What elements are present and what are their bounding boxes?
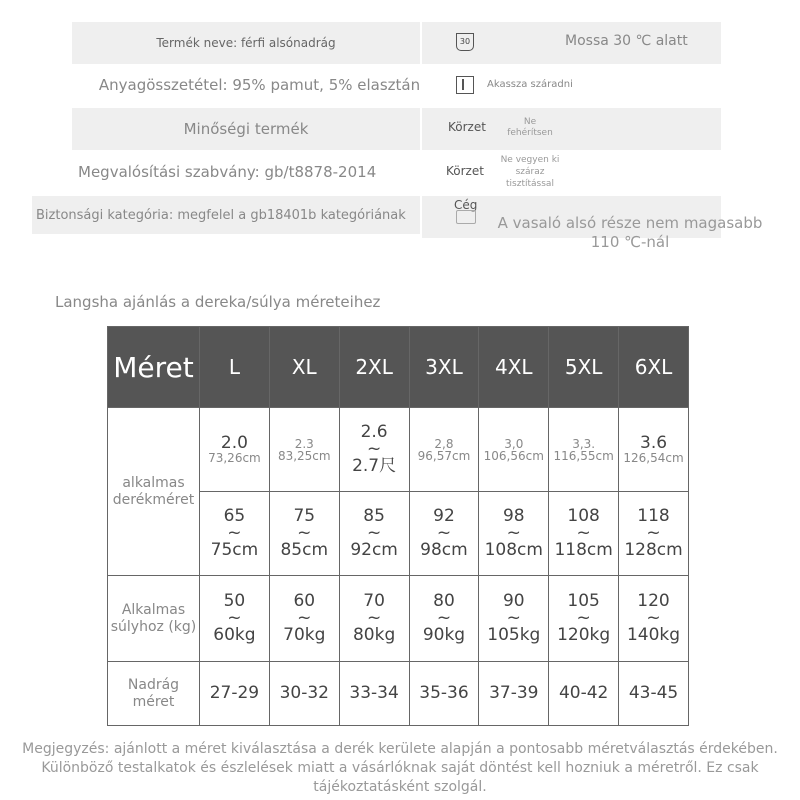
pants-cell: 40-42 — [549, 662, 619, 726]
iron-icon — [456, 210, 476, 224]
disclaimer-note: Megjegyzés: ajánlott a méret kiválasztása a derék kerülete alapján a pontosabb méretválasztás érdekében. Különböző testalkatok és észlelések miatt a vásárlóknak saját döntést kell hozniuk a méretről. Ez csak tájékoztatásként szolgál. — [22, 741, 778, 795]
dry-clean-label: Körzet — [446, 164, 484, 178]
waist-feet-cell: 3.6 126,54cm — [619, 408, 689, 492]
weight-cell: 60 ~ 70kg — [269, 576, 339, 662]
size-header-cell: 6XL — [619, 327, 689, 408]
waist-feet-cell: 2,8 96,57cm — [409, 408, 479, 492]
quality: Minőségi termék — [183, 120, 309, 138]
waist-cm-cell: 75 ~ 85cm — [269, 492, 339, 576]
wash-30-icon: 30 — [456, 33, 474, 51]
bleach-text: Ne fehérítsen — [507, 117, 553, 138]
waist-feet-cell: 2.3 83,25cm — [269, 408, 339, 492]
size-header-cell: Méret — [108, 327, 200, 408]
waist-cm-cell: 65 ~ 75cm — [200, 492, 270, 576]
size-header-cell: XL — [269, 327, 339, 408]
pants-row — [108, 662, 689, 726]
quality-row — [72, 108, 420, 150]
product-name: Termék neve: férfi alsónadrág — [156, 36, 336, 50]
waist-feet-cell: 2.0 73,26cm — [200, 408, 270, 492]
pants-cell: 43-45 — [619, 662, 689, 726]
size-header-cell: 2XL — [339, 327, 409, 408]
waist-cm-cell: 92 ~ 98cm — [409, 492, 479, 576]
waist-feet-cell: 2.6 ~ 2.7尺 — [339, 408, 409, 492]
waist-cm-cell: 98 ~ 108cm — [479, 492, 549, 576]
pants-label: Nadrág méret — [108, 662, 200, 726]
dry-clean-text: Ne vegyen ki száraz tisztítással — [500, 155, 560, 189]
weight-cell: 105 ~ 120kg — [549, 576, 619, 662]
weight-cell: 90 ~ 105kg — [479, 576, 549, 662]
product-name-row — [72, 22, 420, 64]
iron-text: A vasaló alsó része nem magasabb 110 ℃-nál — [497, 214, 763, 251]
weight-cell: 80 ~ 90kg — [409, 576, 479, 662]
pants-cell: 37-39 — [479, 662, 549, 726]
wash-text: Mossa 30 ℃ alatt — [565, 33, 688, 49]
safety: Biztonsági kategória: megfelel a gb18401b kategóriának — [36, 207, 406, 223]
safety-row — [32, 196, 420, 234]
size-header-row — [108, 327, 689, 408]
composition: Anyagösszetétel: 95% pamut, 5% elasztán — [98, 76, 421, 94]
waist-cm-cell: 85 ~ 92cm — [339, 492, 409, 576]
size-table — [107, 326, 689, 726]
size-header-cell: 4XL — [479, 327, 549, 408]
waist-feet-row — [108, 408, 689, 492]
size-title: Langsha ajánlás a dereka/súlya méreteihez — [55, 293, 381, 311]
hang-text: Akassza száradni — [487, 79, 573, 90]
size-header-cell: 3XL — [409, 327, 479, 408]
size-header-cell: L — [200, 327, 270, 408]
weight-cell: 70 ~ 80kg — [339, 576, 409, 662]
standard: Megvalósítási szabvány: gb/t8878-2014 — [78, 163, 377, 181]
waist-feet-cell: 3,0 106,56cm — [479, 408, 549, 492]
iron-label: Cég — [454, 198, 478, 212]
pants-cell: 33-34 — [339, 662, 409, 726]
pants-cell: 35-36 — [409, 662, 479, 726]
pants-cell: 27-29 — [200, 662, 270, 726]
hang-dry-icon — [456, 76, 474, 94]
waist-cm-cell: 118 ~ 128cm — [619, 492, 689, 576]
pants-cell: 30-32 — [269, 662, 339, 726]
weight-cell: 50 ~ 60kg — [200, 576, 270, 662]
weight-row — [108, 576, 689, 662]
composition-row — [72, 66, 447, 104]
bleach-label: Körzet — [448, 120, 486, 134]
waist-cm-cell: 108 ~ 118cm — [549, 492, 619, 576]
waist-feet-cell: 3,3. 116,55cm — [549, 408, 619, 492]
weight-cell: 120 ~ 140kg — [619, 576, 689, 662]
weight-label: Alkalmas súlyhoz (kg) — [108, 576, 200, 662]
waist-label: alkalmas derékméret — [108, 408, 200, 576]
size-header-cell: 5XL — [549, 327, 619, 408]
standard-row — [72, 152, 420, 192]
